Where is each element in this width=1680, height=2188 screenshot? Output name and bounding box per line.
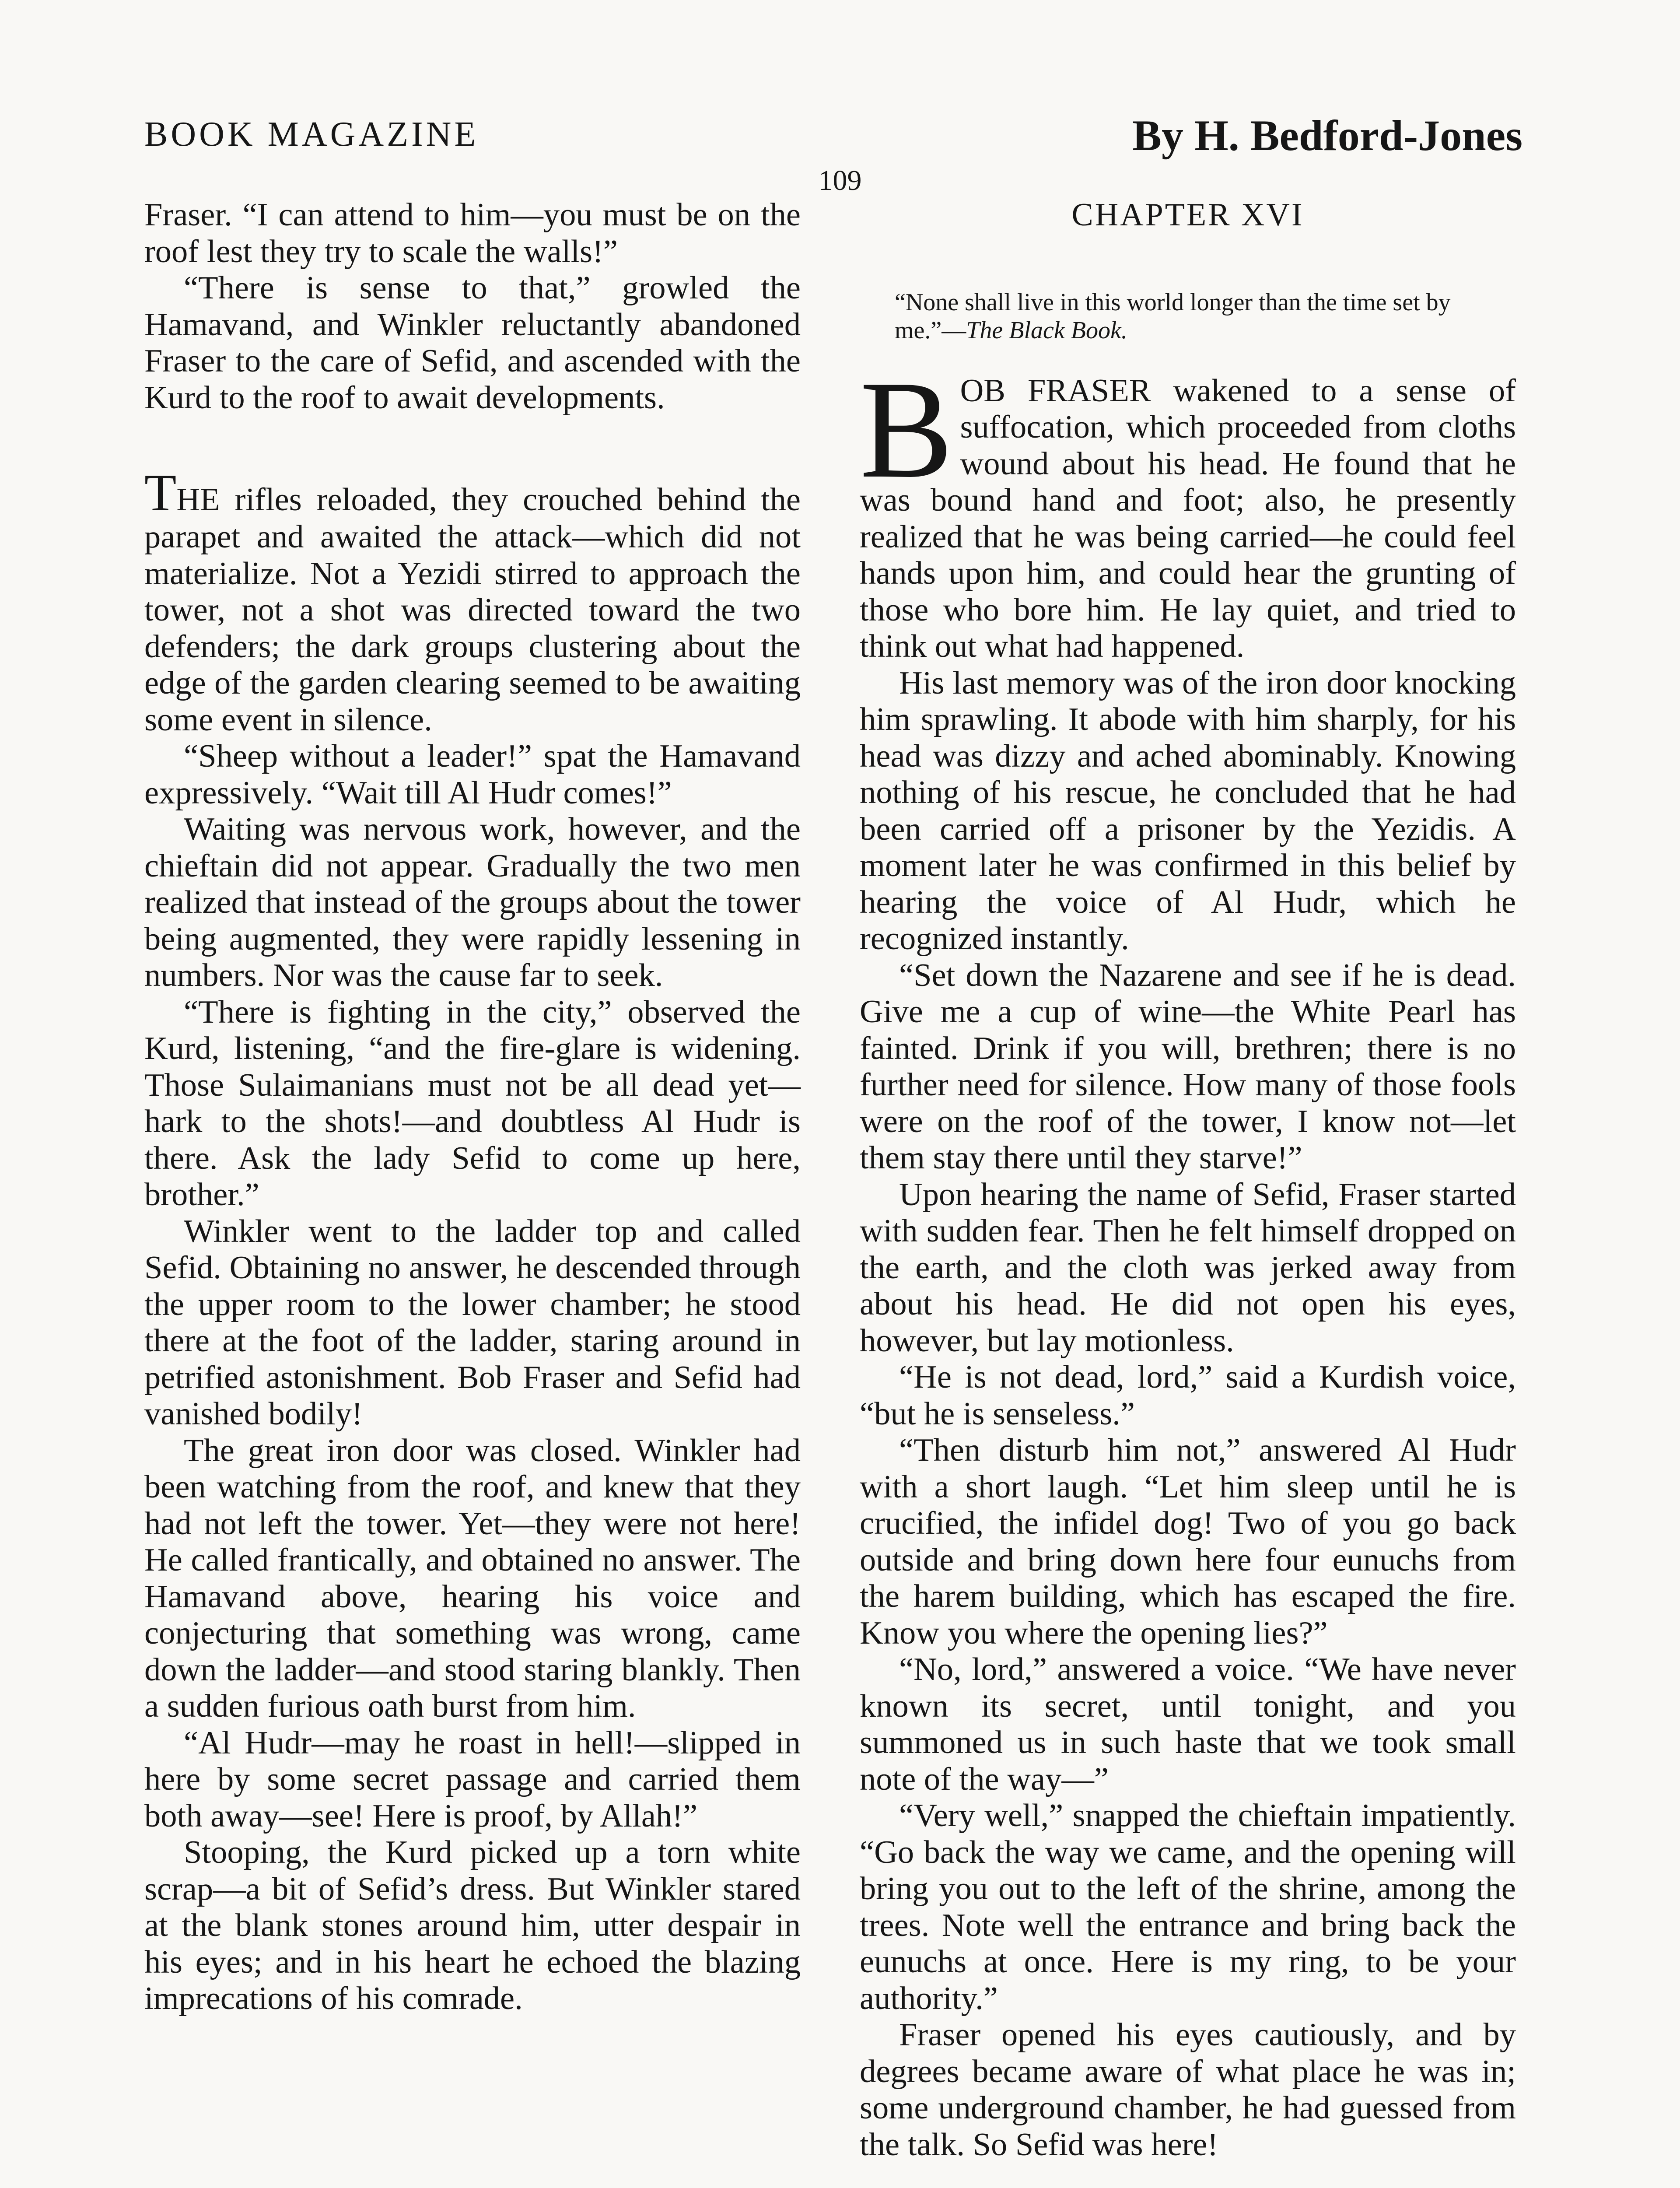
paragraph: Waiting was nervous work, however, and the chieftain did not appear. Gradually the two men realized that instead of the groups about the tower being augmented, they were rapidly lessening in numbers. Nor was the cause far to seek. xyxy=(144,811,801,993)
paragraph: “Al Hudr—may he roast in hell!—slipped in here by some secret passage and carried them both away—see! Here is proof, by Allah!” xyxy=(144,1725,801,1834)
paragraph: His last memory was of the iron door knocking him sprawling. It abode with him sharply, for his head was dizzy and ached abominably. Knowing nothing of his rescue, he concluded that he had been carried off a prisoner by the Yezidis. A moment later he was confirmed in this belief by hearing the voice of Al Hudr, which he recognized instantly. xyxy=(860,665,1516,957)
paragraph: Fraser opened his eyes cautiously, and by degrees became aware of what place he was in; some underground chamber, he had guessed from the talk. So Sefid was here! xyxy=(860,2017,1516,2163)
left-column xyxy=(144,197,801,2017)
section-opening-paragraph xyxy=(144,463,801,738)
paragraph-text: OB FRASER wakened to a sense of suffocation, which proceeded from cloths wound about his head. He found that he was bound hand and foot; also, he presently realized that he was being carried—he could feel hands upon him, and could hear the grunting of those who bore him. He lay quiet, and tried to think out what had happened. xyxy=(860,372,1516,664)
paragraph: “Then disturb him not,” answered Al Hudr with a short laugh. “Let him sleep until he is crucified, the infidel dog! Two of you go back outside and bring down here four eunuchs from the harem building, which has escaped the fire. Know you where the opening lies?” xyxy=(860,1432,1516,1651)
paragraph: Stooping, the Kurd picked up a torn white scrap—a bit of Sefid’s dress. But Winkler stared at the blank stones around him, utter despair in his eyes; and in his heart he echoed the blazing imprecations of his comrade. xyxy=(144,1834,801,2016)
paragraph: “He is not dead, lord,” said a Kurdish voice, “but he is senseless.” xyxy=(860,1359,1516,1432)
paragraph: Upon hearing the name of Sefid, Fraser started with sudden fear. Then he felt himself dropped on the earth, and the cloth was jerked away from about his head. He did not open his eyes, however, but lay motionless. xyxy=(860,1176,1516,1359)
paragraph: “There is fighting in the city,” observed the Kurd, listening, “and the fire-glare is widening. Those Sulaimanians must not be all dead yet—hark to the shots!—and doubtless Al Hudr is there. Ask the lady Sefid to come up here, brother.” xyxy=(144,994,801,1213)
chapter-title: CHAPTER XVI xyxy=(1071,197,1304,233)
author-byline: By H. Bedford-Jones xyxy=(1132,111,1522,160)
chapter-opening-paragraph xyxy=(860,352,1516,665)
magazine-title: BOOK MAGAZINE xyxy=(144,115,479,154)
paragraph: “No, lord,” answered a voice. “We have never known its secret, until tonight, and you summoned us in such haste that we took small note of the way—” xyxy=(860,1652,1516,1797)
paragraph: The great iron door was closed. Winkler had been watching from the roof, and knew that they had not left the tower. Yet—they were not here! He called frantically, and obtained no answer. The Hamavand above, hearing his voice and conjecturing that something was wrong, came down the ladder—and stood staring blankly. Then a sudden furious oath burst from him. xyxy=(144,1432,801,1724)
paragraph: Fraser. “I can attend to him—you must be on the roof lest they try to scale the walls!” xyxy=(144,197,801,270)
page-number: 109 xyxy=(818,165,862,196)
paragraph: “Sheep without a leader!” spat the Hamavand expressively. “Wait till Al Hudr comes!” xyxy=(144,738,801,811)
right-column xyxy=(860,197,1516,2163)
epigraph-quote: “None shall live in this world longer than the time set by me.”— xyxy=(895,288,1451,344)
drop-cap: B xyxy=(860,352,953,507)
epigraph xyxy=(860,288,1516,344)
paragraph: “Very well,” snapped the chieftain impatiently. “Go back the way we came, and the opening will bring you out to the left of the shrine, among the trees. Note well the entrance and bring back the eunuchs at once. Here is my ring, to be your authority.” xyxy=(860,1798,1516,2016)
epigraph-source: The Black Book. xyxy=(966,316,1127,344)
paragraph: “Set down the Nazarene and see if he is dead. Give me a cup of wine—the White Pearl has fainted. Drink if you will, brethren; there is no further need for silence. How many of those fools were on the roof of the tower, I know not—let them stay there until they starve!” xyxy=(860,957,1516,1176)
paragraph: Winkler went to the ladder top and called Sefid. Obtaining no answer, he descended through the upper room to the lower chamber; he stood there at the foot of the ladder, staring around in petrified astonishment. Bob Fraser and Sefid had vanished bodily! xyxy=(144,1213,801,1432)
paragraph-text: HE rifles reloaded, they crouched behind the parapet and awaited the attack—which did not materialize. Not a Yezidi stirred to approach the tower, not a shot was directed toward the two defenders; the dark groups clustering about the edge of the garden clearing seemed to be awaiting some event in silence. xyxy=(144,482,801,738)
paragraph: “There is sense to that,” growled the Hamavand, and Winkler reluctantly abandoned Fraser to the care of Sefid, and ascended with the Kurd to the roof to await developments. xyxy=(144,270,801,416)
initial-letter: T xyxy=(144,463,177,522)
